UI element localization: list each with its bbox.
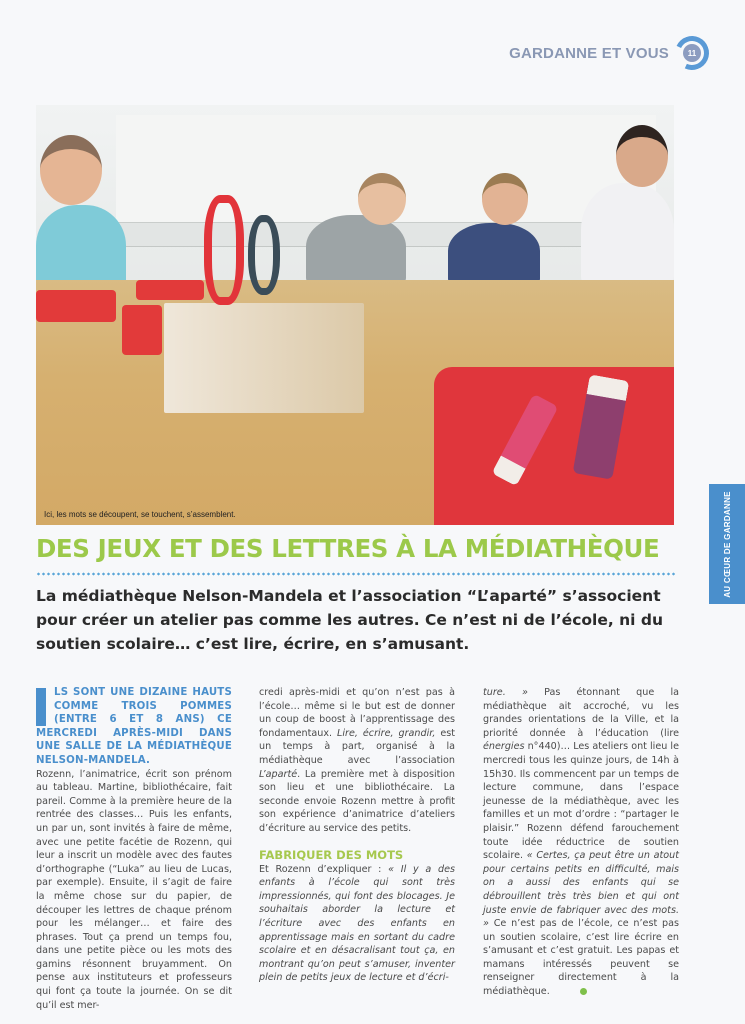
photo-scissors-dark bbox=[248, 215, 280, 295]
text-run: Pas étonnant que la médiathèque ait accroché, vu les grandes orientations de la Ville, et la priorité donnée à l’éducation (lire bbox=[483, 687, 679, 739]
text-run: Ce n’est pas de l’école, ce n’est pas un soutien scolaire, c’est lire écrire en s’amusant et c’est gratuit. Les papas et mamans intéressés peuvent se renseigner directement à la médiathèque. bbox=[483, 918, 679, 998]
text-run: . La première met à disposition son lieu et une bibliothécaire. La seconde envoie Rozenn mettre à profit son expérience d’animatrice d’ateliers d’écriture au service des petits. bbox=[259, 768, 455, 834]
text-run-italic: L’aparté bbox=[259, 768, 298, 780]
photo-child-right bbox=[581, 183, 674, 287]
text-run-italic: « Il y a des enfants à l’école qui sont très impressionnés, qui font des blocages. Je souhaitais aborder la lecture et l’écriture avec des enfants en apprentissage mais en sortant du cadre scolaire et en désacralisant tout ça, en montrant qu’on peut s’amuser, inventer plein de petits jeux de lecture et d’écri- bbox=[259, 863, 455, 984]
article-paragraph bbox=[483, 686, 679, 999]
text-run-italic: ture. » bbox=[483, 687, 528, 698]
side-tab-label: AU CŒUR DE GARDANNE bbox=[722, 490, 732, 598]
photo-caption: Ici, les mots se découpent, se touchent, s’assemblent. bbox=[44, 510, 236, 519]
article-column-2 bbox=[259, 686, 455, 985]
text-run: n°440)… Les ateliers ont lieu le mercredi tous les quinze jours, de 14h à 15h30. Ils commencent par un temps de lecture commune, dans l’espace jeunesse de la médiathèque, avec les familles et un mot d’ordre : “partager le plaisir.” Rozenn défend farouchement toute idée réductrice de soutien scolaire. bbox=[483, 741, 679, 862]
article-paragraph bbox=[259, 863, 455, 985]
article-paragraph: Rozenn, l’animatrice, écrit son prénom au tableau. Martine, bibliothécaire, fait pareil. Comme à la première heure de la rentrée des classes… Puis les enfants, un par un, sont invités à faire de même, avec une petite facétie de Rozenn, qui leur a inscrit un modèle avec des fautes d’orthographe (“Luka” au lieu de Lucas, par exemple). Ensuite, il s’agit de faire la même chose sur du papier, de découper les lettres de chaque prénom pour les mélanger… et faire des phrases. Tout ça prend un temps fou, dans une petite pièce ou les mots des gamins résonnent bruyamment. On pense aux instituteurs et professeurs qui font ça toute la journée. On se dit qu’il est mer- bbox=[36, 768, 232, 1011]
article-headline: DES JEUX ET DES LETTRES À LA MÉDIATHÈQUE bbox=[36, 534, 660, 563]
article-column-3 bbox=[483, 686, 679, 999]
dropcap-i bbox=[36, 688, 46, 726]
photo-child-boy-head bbox=[482, 173, 528, 225]
photo-child-glasses bbox=[306, 215, 406, 285]
photo-scissors bbox=[204, 195, 244, 305]
photo-glue-tray bbox=[434, 367, 674, 525]
photo-child-right-head bbox=[616, 125, 668, 187]
photo-red-tray bbox=[122, 305, 162, 355]
text-run-italic: « Certes, ça peut être un atout pour certains petits en difficulté, mais on a aussi des enfants qui se débrouillent très très bien et qui ont juste envie de fabriquer avec des mots. » bbox=[483, 850, 679, 930]
section-header bbox=[509, 36, 709, 70]
text-run-italic: énergies bbox=[483, 741, 525, 753]
intro-block bbox=[36, 686, 232, 768]
text-run: credi après-midi et qu’on n’est pas à l’école… même si le but est de donner un coup de boost à l’apprentissage des fondamentaux. bbox=[259, 687, 455, 739]
section-side-tab bbox=[709, 484, 745, 604]
end-of-article-dot-icon bbox=[580, 988, 587, 995]
text-run-italic: Lire, écrire, grandir, bbox=[337, 727, 436, 739]
article-intro: LS SONT UNE DIZAINE HAUTS COMME TROIS POMMES (ENTRE 6 ET 8 ANS) CE MERCREDI APRÈS-MIDI DANS UNE SALLE DE LA MÉDIATHÈQUE NELSON-MANDELA. bbox=[36, 687, 232, 766]
photo-child-left-head bbox=[40, 135, 102, 205]
article-paragraph bbox=[259, 686, 455, 836]
article-subheading: FABRIQUER DES MOTS bbox=[259, 847, 404, 862]
photo-red-tray bbox=[36, 290, 116, 322]
photo-pencil-box bbox=[164, 303, 364, 413]
article-column-1 bbox=[36, 686, 232, 1012]
page-number: 11 bbox=[683, 44, 701, 62]
text-run: est un temps à part, organisé à la médiathèque avec l’association bbox=[259, 727, 456, 766]
headline-dotted-rule bbox=[36, 572, 676, 576]
section-title: GARDANNE ET VOUS bbox=[509, 44, 669, 62]
photo-child-boy bbox=[448, 223, 540, 285]
photo-child-glasses-head bbox=[358, 173, 406, 225]
text-run: Et Rozenn d’expliquer : bbox=[259, 863, 389, 875]
page-number-badge bbox=[670, 31, 714, 75]
article-photo bbox=[36, 105, 674, 525]
photo-red-tray bbox=[136, 280, 204, 300]
article-lede: La médiathèque Nelson-Mandela et l’association “L’aparté” s’associent pour créer un atelier pas comme les autres. Ce n’est ni de l’école, ni du soutien scolaire… c’est lire, écrire, en s’amusant. bbox=[36, 587, 664, 653]
